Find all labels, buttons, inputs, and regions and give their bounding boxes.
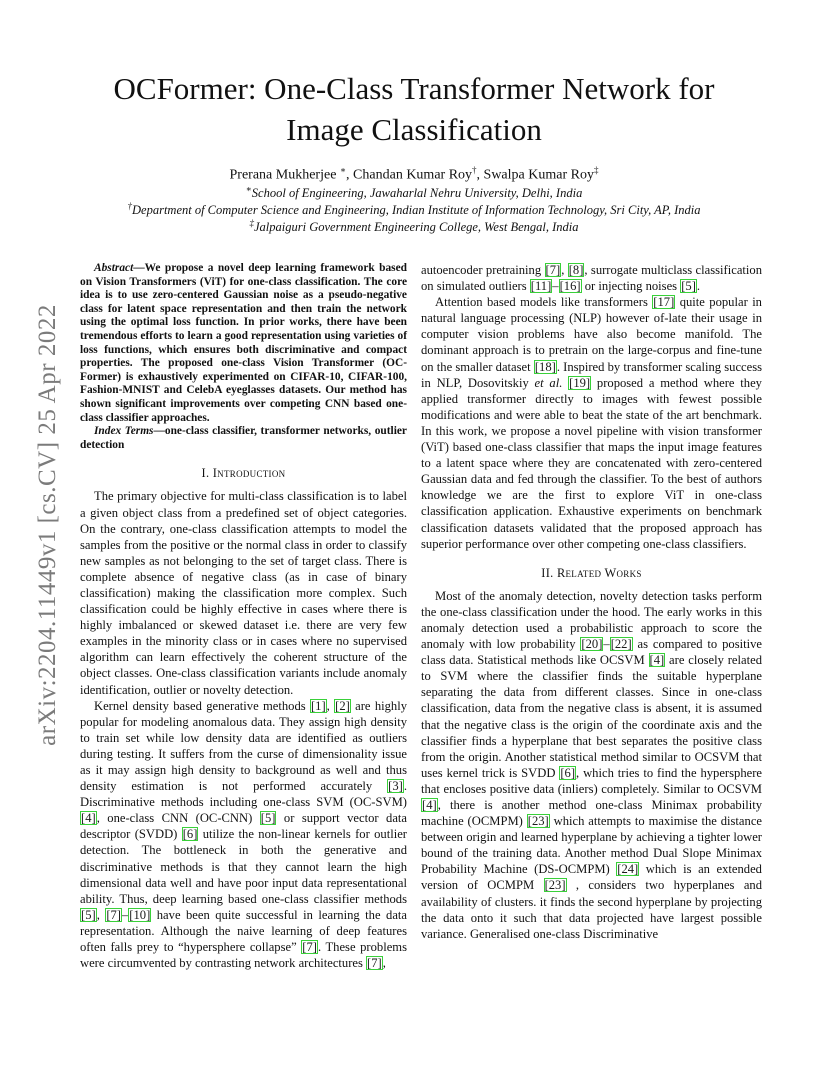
citation-link[interactable]: [1] — [310, 698, 326, 713]
paper-title — [70, 68, 758, 150]
abstract — [80, 262, 407, 425]
intro-paragraph-2: Kernel density based generative methods [1], [2] are highly popular for modeling anomalous data. They assign high density to train set while low density data are identified as outliers during testing. It suffers from the curse of dimensionality issue as it may assign high density to background as well and thus density estimation is not performed accurately [3]. Discriminative methods including one-class SVM (OC-SVM) [4], one-class CNN (OC-CNN) [5] or support vector data descriptor (SVDD) [6] utilize the non-linear kernels for outlier detection. The bottleneck in both the generative and discriminative methods is that they cannot learn the high dimensional data well and have poor input data representational ability. Thus, deep learning based one-class classifier methods [5], [7]–[10] have been quite successful in learning the data representation. Although the naive learning of deep features often falls prey to “hypersphere collapse” [7]. These problems were circumvented by contrasting network architectures [7], — [80, 698, 408, 971]
left-column — [80, 262, 407, 971]
citation-link[interactable]: [6] — [182, 827, 198, 842]
citation-link[interactable]: [7] — [106, 907, 121, 922]
author-1: Prerana Mukherjee — [229, 167, 337, 183]
arxiv-identifier-text: arXiv:2204.11449v1 [cs.CV] 25 Apr 2022 — [34, 304, 61, 746]
title-line-1: OCFormer: One-Class Transformer Network for — [113, 71, 715, 106]
abstract-lead: Abstract — [94, 262, 134, 274]
abstract-text: —We propose a novel deep learning framework based on Vision Transformers (ViT) for one-class classification. The core idea is to use zero-centered Gaussian noise as a pseudo-negative class for latent space representation and then train the network using the optimal loss function. In prior works, there have been tremendous efforts to learn a good representation using varieties of loss functions, which ensures both discriminative and compact properties. The proposed one-class Vision Transformer (OC-Former) is exhaustively experimented on CIFAR-10, CIFAR-100, Fashion-MNIST and CelebA eyeglasses datasets. Our method has shown significant improvements over competing CNN based one-class classifier approaches. — [80, 262, 407, 424]
right-paragraph-continued: autoencoder pretraining [7], [8], surrogate multiclass classification on simulated outliers [11]–[16] or injecting noises [5]. — [421, 263, 763, 294]
citation-link[interactable]: [19] — [569, 375, 591, 390]
affiliation-3 — [70, 215, 758, 235]
affiliation-1-text: School of Engineering, Jawaharlal Nehru University, Delhi, India — [251, 186, 583, 201]
title-line-2: Image Classification — [286, 112, 542, 147]
index-terms — [80, 425, 407, 452]
citation-link[interactable]: [23] — [544, 878, 566, 893]
affiliation-3-text: Jalpaiguri Government Engineering College, West Bengal, India — [254, 220, 579, 235]
intro-paragraph-1: The primary objective for multi-class classification is to label a given object class from a predefined set of object categories. On the contrary, one-class classification attempts to model the samples from the positive or the normal class in order to classify new samples as not belonging to the set of target class. There is complete absence of negative class (as in case of binary classification) making the classification more complex. Such classification could be highly effective in cases where there is highly imbalanced or skewed dataset i.e. there are very few examples in the minority class or in cases where no supervised algorithm can learn effectively the coherent structure of the object classes. One-class classification variants include anomaly identification, outlier or novelty detection. — [80, 489, 407, 697]
section-heading-related-works: II. Related Works — [541, 565, 642, 580]
citation-link[interactable]: [4] — [649, 653, 665, 668]
author-1-mark: ∗ — [339, 165, 347, 175]
citation-link[interactable]: [3] — [388, 779, 403, 794]
author-2: Chandan Kumar Roy — [353, 167, 473, 183]
citation-link[interactable]: [7] — [545, 263, 561, 277]
author-3-mark: ‡ — [593, 165, 599, 175]
intro-paragraph-3: Attention based models like transformers [17] quite popular in natural language processing (NLP) however of-late their usage in computer vision problems have also become manifold. The dominant approach is to pretrain on the large-corpus and fine-tune on the smaller dataset [18]. Inspired by transformer scaling success in NLP, Dosovitskiy et al. [19] proposed a method where they applied transformer directly to images with fewest possible modifications and were able to beat the state of the art benchmark. In this work, we propose a novel pipeline with vision transformer (ViT) based one-class classifier that maps the input image features to a latent space where they are concatenated with zero-centered Gaussian data and fed through the classifier. To the best of authors knowledge we are the first to explore ViT in one-class classification application. Exhaustive experiments on benchmark classification datasets validated that the proposed approach has superior performance over other competing one-class classifiers. — [421, 295, 763, 551]
citation-link[interactable]: [5] — [260, 811, 276, 826]
citation-link[interactable]: [5] — [81, 907, 96, 922]
affiliation-3-mark: ‡ — [249, 218, 254, 228]
citation-link[interactable]: [24] — [617, 862, 639, 877]
citation-link[interactable]: [7] — [367, 956, 382, 971]
index-terms-text: —one-class classifier, transformer networks, outlier detection — [80, 425, 407, 451]
arxiv-identifier-stamp — [34, 285, 61, 765]
citation-link[interactable]: [20] — [581, 637, 603, 652]
citation-link[interactable]: [16] — [559, 279, 581, 294]
citation-link[interactable]: [10] — [129, 907, 151, 922]
citation-link[interactable]: [17] — [653, 295, 675, 310]
citation-link[interactable]: [22] — [610, 637, 632, 652]
affiliation-2-text: Department of Computer Science and Engineering, Indian Institute of Information Technology, Sri City, AP, India — [132, 203, 701, 218]
section-heading-introduction: I. Introduction — [201, 466, 286, 481]
citation-link[interactable]: [6] — [560, 765, 576, 780]
citation-link[interactable]: [7] — [302, 940, 317, 955]
related-paragraph-1: Most of the anomaly detection, novelty detection tasks perform the one-class classification under the hood. The early works in this anomaly detection used a probabilistic approach to score the anomaly with low probability [20]–[22] as compared to positive class data. Statistical methods like OCSVM [4] are closely related to SVM where the classifier finds the suitable hyperplane separating the data from different classes. Since in one-class classification, data from the negative class is absent, it is assumed that the negative class is the origin of the coordinate axis and the classifier finds a hyperplane that best separates the positive class from the origin. Another statistical method similar to OCSVM that uses kernel trick is SVDD [6], which tries to find the hypersphere that encloses positive data (inliers) completely. Similar to OCSVM [4], there is another method one-class Minimax probability machine (OCMPM) [23] which attempts to maximise the distance between origin and learned hyperplane by achieving a tighter lower bound of the training data. Another method Dual Slope Minimax Probability Machine (DS-OCMPM) [24] which is an extended version of OCMPM [23] , considers two hyperplanes and availability of clusters. it finds the second hyperplane by projecting the data onto it such that data projected have largest possible variance. Generalised one-class Discriminative — [421, 588, 762, 941]
citation-link[interactable]: [4] — [422, 798, 437, 812]
citation-link[interactable]: [2] — [335, 698, 350, 713]
citation-link[interactable]: [23] — [527, 814, 549, 829]
affiliation-2-mark: † — [127, 201, 132, 211]
index-terms-lead: Index Terms — [94, 425, 154, 438]
author-2-mark: † — [472, 165, 477, 175]
citation-link[interactable]: [5] — [681, 279, 696, 294]
right-column — [421, 262, 762, 942]
citation-link[interactable]: [8] — [568, 263, 584, 277]
affiliation-1-mark: ∗ — [245, 184, 252, 194]
citation-link[interactable]: [4] — [81, 811, 96, 826]
author-list: Prerana Mukherjee ∗, Chandan Kumar Roy†, Swalpa Kumar Roy‡ — [229, 165, 599, 183]
citation-link[interactable]: [18] — [534, 359, 556, 374]
author-3: Swalpa Kumar Roy — [483, 167, 594, 183]
citation-link[interactable]: [11] — [530, 279, 552, 294]
